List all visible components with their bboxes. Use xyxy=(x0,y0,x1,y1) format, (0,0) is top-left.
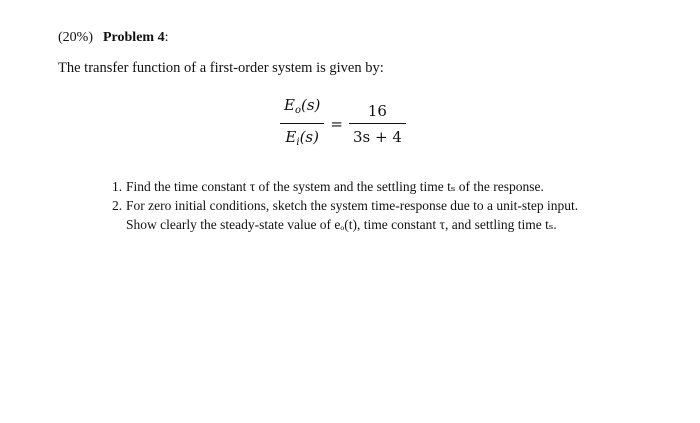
problem-colon: : xyxy=(164,30,169,45)
problem-title: Problem 4 xyxy=(103,30,165,45)
item-text: Find the time constant τ of the system and the settling time tₛ of the response. xyxy=(126,179,544,194)
rhs-fraction-bar xyxy=(349,123,406,124)
lhs-fraction xyxy=(280,95,324,153)
lhs-fraction-bar xyxy=(280,123,324,124)
list-item xyxy=(112,196,578,215)
rhs-numerator: 16 xyxy=(367,102,387,120)
rhs-fraction xyxy=(349,101,406,147)
item-continuation: Show clearly the steady-state value of eₒ(t), time constant τ, and settling time tₛ. xyxy=(126,217,557,232)
item-number: 1. xyxy=(112,179,123,194)
item-text: For zero initial conditions, sketch the system time-response due to a unit-step input. xyxy=(126,198,579,213)
transfer-function-equation xyxy=(280,95,406,153)
equals-sign: = xyxy=(330,115,343,133)
problem-header xyxy=(58,30,168,46)
problem-weight: (20%) xyxy=(58,30,93,45)
question-list xyxy=(112,177,578,234)
lhs-denominator: $E_i(s)$ xyxy=(285,128,319,148)
rhs-denominator: 3s + 4 xyxy=(352,128,402,146)
intro-text: The transfer function of a first-order system is given by: xyxy=(58,60,384,76)
item-number: 2. xyxy=(112,198,123,213)
lhs-numerator: $E_o(s)$ xyxy=(284,96,321,116)
list-item xyxy=(112,177,578,196)
